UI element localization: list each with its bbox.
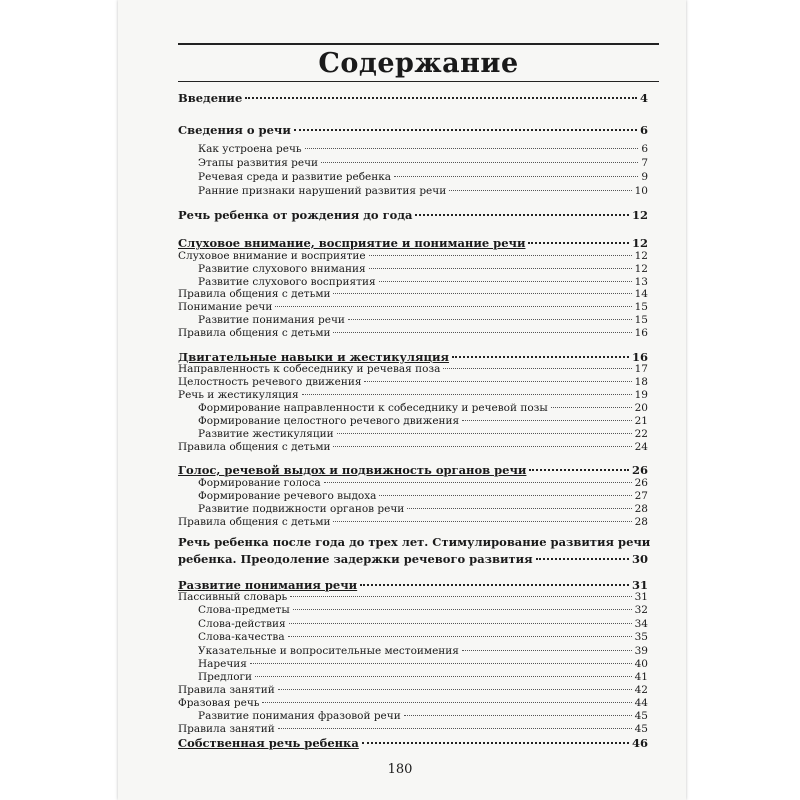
toc-entry-title: Указательные и вопросительные местоимения <box>198 645 459 657</box>
dot-leader <box>250 663 632 664</box>
dot-leader <box>289 623 632 624</box>
toc-entry-title: Развитие понимания речи <box>198 314 345 326</box>
toc-entry-title: Формирование целостного речевого движения <box>198 415 460 427</box>
toc-entry <box>198 710 648 722</box>
toc-entry-page: 12 <box>631 208 648 222</box>
toc-entry-page: 18 <box>634 376 648 388</box>
dot-leader <box>278 689 632 690</box>
toc-entry <box>178 91 648 105</box>
dot-leader <box>362 742 629 744</box>
toc-entry-title: Слова-действия <box>198 618 286 630</box>
dot-leader <box>333 521 631 522</box>
toc-entry <box>198 503 648 515</box>
toc-entry-title: Правила занятий <box>178 684 275 696</box>
toc-entry-title: Правила общения с детьми <box>178 327 331 339</box>
toc-entry-title: Речь ребенка от рождения до года <box>178 208 413 222</box>
toc-entry-title: Фразовая речь <box>178 697 260 709</box>
toc-entry-page: 28 <box>634 503 648 515</box>
toc-entry-page: 6 <box>639 123 648 137</box>
page-number: 180 <box>387 762 413 777</box>
dot-leader <box>337 433 632 434</box>
toc-entry <box>178 697 648 709</box>
dot-leader <box>529 469 629 471</box>
toc-entry-page: 45 <box>634 723 648 735</box>
toc-entry <box>178 591 648 603</box>
toc-entry <box>198 618 648 630</box>
toc-entry-page: 19 <box>634 389 648 401</box>
toc-entry-title: Направленность к собеседнику и речевая поза <box>178 363 441 375</box>
page-title: Содержание <box>318 48 519 79</box>
toc-entry <box>178 123 648 137</box>
toc-entry <box>178 250 648 262</box>
dot-leader <box>288 636 632 637</box>
toc-entry <box>178 578 648 592</box>
dot-leader <box>333 332 631 333</box>
toc-entry <box>198 157 648 169</box>
toc-entry <box>198 645 648 657</box>
toc-entry <box>178 463 648 477</box>
toc-entry <box>178 684 648 696</box>
dot-leader <box>394 176 638 177</box>
toc-entry <box>178 327 648 339</box>
toc-entry-title: Слова-качества <box>198 631 285 643</box>
dot-leader <box>369 255 632 256</box>
dot-leader <box>379 495 631 496</box>
toc-entry-page: 27 <box>634 490 648 502</box>
toc-entry-page: 21 <box>634 415 648 427</box>
toc-entry-title: Целостность речевого движения <box>178 376 362 388</box>
toc-entry-title: Сведения о речи <box>178 123 291 137</box>
dot-leader <box>305 148 639 149</box>
toc-entry-page: 41 <box>634 671 648 683</box>
dot-leader <box>369 268 632 269</box>
toc-entry-title: Формирование направленности к собеседнику и речевой позы <box>198 402 548 414</box>
toc-entry-title: Голос, речевой выдох и подвижность органов речи <box>178 463 527 477</box>
toc-entry <box>198 171 648 183</box>
dot-leader <box>333 446 631 447</box>
toc-entry-page: 17 <box>634 363 648 375</box>
toc-entry-page: 42 <box>634 684 648 696</box>
toc-entry <box>198 658 648 670</box>
toc-entry-title: Речь и жестикуляция <box>178 389 299 401</box>
toc-entry-page: 16 <box>634 327 648 339</box>
toc-entry-title: Собственная речь ребенка <box>178 736 359 750</box>
toc-entry-title: Развитие слухового восприятия <box>198 276 376 288</box>
toc-entry <box>198 143 648 155</box>
toc-entry-title: Речь ребенка после года до трех лет. Стимулирование развития речи <box>178 535 651 549</box>
toc-entry <box>178 288 648 300</box>
toc-entry <box>198 428 648 440</box>
dot-leader <box>245 97 637 99</box>
dot-leader <box>278 728 632 729</box>
dot-leader <box>293 609 632 610</box>
toc-entry-title: Развитие понимания фразовой речи <box>198 710 401 722</box>
toc-entry-page: 16 <box>631 350 648 364</box>
toc-entry-title: Правила общения с детьми <box>178 516 331 528</box>
toc-entry <box>178 723 648 735</box>
toc-entry <box>178 363 648 375</box>
toc-entry-page: 7 <box>641 157 648 169</box>
toc-entry-title: Введение <box>178 91 243 105</box>
dot-leader <box>528 242 629 244</box>
dot-leader <box>449 190 631 191</box>
toc-entry-page: 4 <box>639 91 648 105</box>
toc-entry-page: 22 <box>634 428 648 440</box>
toc-entry-page: 35 <box>634 631 648 643</box>
toc-entry-page: 26 <box>634 477 648 489</box>
dot-leader <box>275 306 631 307</box>
toc-entry <box>178 350 648 364</box>
toc-entry-page: 32 <box>634 604 648 616</box>
toc-entry-page: 34 <box>634 618 648 630</box>
toc-entry-page: 44 <box>634 697 648 709</box>
toc-entry-page: 12 <box>631 236 648 250</box>
toc-entry <box>178 535 651 549</box>
toc-entry-page: 20 <box>634 402 648 414</box>
toc-entry <box>198 490 648 502</box>
toc-entry <box>198 415 648 427</box>
toc-entry <box>178 736 648 750</box>
toc-entry-title: Правила общения с детьми <box>178 288 331 300</box>
toc-entry-page: 12 <box>634 250 648 262</box>
dot-leader <box>360 584 629 586</box>
toc-entry <box>198 402 648 414</box>
toc-entry-title: Этапы развития речи <box>198 157 319 169</box>
toc-entry-page: 31 <box>634 591 648 603</box>
dot-leader <box>321 162 638 163</box>
dot-leader <box>324 482 632 483</box>
toc-entry-page: 40 <box>634 658 648 670</box>
toc-entry <box>178 376 648 388</box>
toc-entry-title: Речевая среда и развитие ребенка <box>198 171 392 183</box>
dot-leader <box>348 319 632 320</box>
toc-entry-title: Развитие слухового внимания <box>198 263 366 275</box>
dot-leader <box>404 715 632 716</box>
toc-entry-title: Развитие понимания речи <box>178 578 358 592</box>
dot-leader <box>462 650 632 651</box>
toc-entry-title: Развитие подвижности органов речи <box>198 503 405 515</box>
dot-leader <box>415 214 629 216</box>
dot-leader <box>462 420 631 421</box>
toc-entry <box>178 208 648 222</box>
toc-entry-page: 9 <box>641 171 648 183</box>
toc-entry-title: Правила занятий <box>178 723 275 735</box>
toc-entry-page: 13 <box>634 276 648 288</box>
toc-entry <box>198 631 648 643</box>
toc-entry-page: 39 <box>634 645 648 657</box>
dot-leader <box>262 702 631 703</box>
toc-entry-title: Развитие жестикуляции <box>198 428 334 440</box>
toc-entry-title: Слова-предметы <box>198 604 290 616</box>
dot-leader <box>551 407 632 408</box>
toc-entry-title: Слуховое внимание, восприятие и понимание речи <box>178 236 526 250</box>
dot-leader <box>290 596 631 597</box>
toc-entry-title: Формирование голоса <box>198 477 321 489</box>
dot-leader <box>255 676 632 677</box>
toc-entry-title: Наречия <box>198 658 247 670</box>
toc-entry <box>178 441 648 453</box>
toc-entry-page: 10 <box>634 185 648 197</box>
dot-leader <box>452 356 629 358</box>
toc-entry-page: 12 <box>634 263 648 275</box>
toc-entry-page: 45 <box>634 710 648 722</box>
toc-entry-page: 24 <box>634 441 648 453</box>
dot-leader <box>379 281 632 282</box>
toc-entry <box>198 263 648 275</box>
dot-leader <box>536 558 629 560</box>
dot-leader <box>302 394 632 395</box>
toc-entry-title: Понимание речи <box>178 301 273 313</box>
toc-entry-title: Двигательные навыки и жестикуляция <box>178 350 450 364</box>
toc-entry <box>198 185 648 197</box>
toc-entry <box>178 516 648 528</box>
toc-entry-title: ребенка. Преодоление задержки речевого развития <box>178 552 533 566</box>
toc-entry-page: 46 <box>631 736 648 750</box>
dot-leader <box>364 381 631 382</box>
toc-entry-page: 6 <box>641 143 648 155</box>
dot-leader <box>407 508 631 509</box>
toc-entry <box>198 671 648 683</box>
toc-entry-title: Правила общения с детьми <box>178 441 331 453</box>
dot-leader <box>443 368 631 369</box>
dot-leader <box>294 129 637 131</box>
toc-entry-page: 15 <box>634 301 648 313</box>
toc-entry-title: Как устроена речь <box>198 143 302 155</box>
toc-entry-title: Формирование речевого выдоха <box>198 490 377 502</box>
toc-entry-title: Пассивный словарь <box>178 591 288 603</box>
toc-entry <box>198 604 648 616</box>
toc-entry <box>178 389 648 401</box>
toc-entry-title: Ранние признаки нарушений развития речи <box>198 185 447 197</box>
toc-entry <box>198 477 648 489</box>
toc-entry-page: 14 <box>634 288 648 300</box>
toc-entry <box>178 301 648 313</box>
toc-entry <box>198 276 648 288</box>
toc-entry-title: Предлоги <box>198 671 253 683</box>
toc-entry-title: Слуховое внимание и восприятие <box>178 250 366 262</box>
toc-entry <box>178 552 648 566</box>
toc-entry-page: 30 <box>631 552 648 566</box>
toc-entry-page: 31 <box>631 578 648 592</box>
toc-entry-page: 26 <box>631 463 648 477</box>
toc-entry-page: 15 <box>634 314 648 326</box>
toc-entry <box>198 314 648 326</box>
toc-entry-page: 28 <box>634 516 648 528</box>
toc-entry <box>178 236 648 250</box>
dot-leader <box>333 293 631 294</box>
